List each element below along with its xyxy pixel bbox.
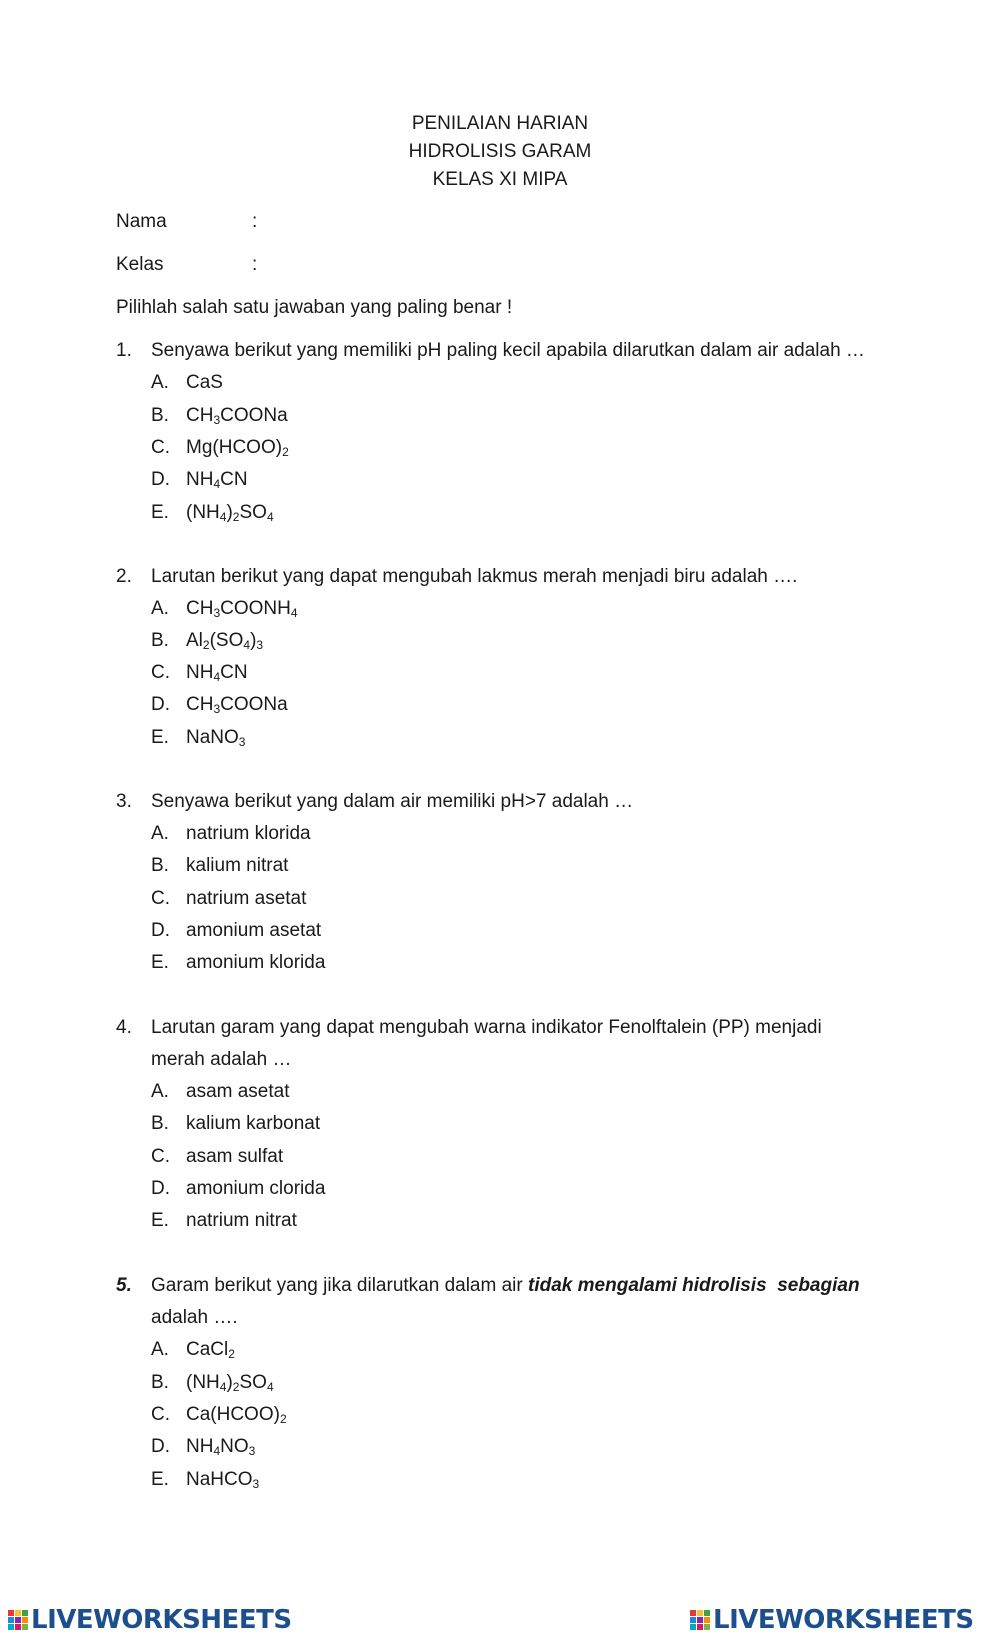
option-letter: B. <box>151 1113 169 1134</box>
formula-text: COONH <box>220 598 291 619</box>
formula-subscript: 2 <box>232 510 240 524</box>
formula-subscript: 3 <box>213 413 221 427</box>
option-text <box>186 1178 325 1200</box>
formula-text: ) <box>250 630 257 651</box>
name-colon: : <box>252 211 258 232</box>
option-letter: D. <box>151 694 170 715</box>
formula-subscript: 4 <box>213 1444 221 1458</box>
logo-mark-square <box>697 1624 703 1630</box>
logo-mark-square <box>22 1610 28 1616</box>
option-text <box>186 502 274 524</box>
question-text-continued: adalah …. <box>151 1307 238 1328</box>
option-letter: C. <box>151 437 170 458</box>
formula-subscript: 3 <box>256 638 264 652</box>
formula-subscript: 3 <box>213 702 221 716</box>
formula-text: natrium asetat <box>186 888 307 909</box>
option-text <box>186 1210 297 1232</box>
option-text <box>186 437 289 459</box>
formula-text: CN <box>220 469 248 490</box>
question-text-continued: merah adalah … <box>151 1049 292 1070</box>
instruction: Pilihlah salah satu jawaban yang paling benar ! <box>116 297 513 318</box>
option-text <box>186 1339 235 1361</box>
question-text: Senyawa berikut yang dalam air memiliki pH>7 adalah … <box>151 791 634 812</box>
option-letter: C. <box>151 662 170 683</box>
formula-text: NaNO <box>186 727 239 748</box>
logo-mark-square <box>690 1617 696 1623</box>
option-letter: C. <box>151 888 170 909</box>
formula-text: kalium karbonat <box>186 1113 321 1134</box>
option-letter: B. <box>151 855 169 876</box>
formula-subscript: 4 <box>219 510 227 524</box>
formula-subscript: 3 <box>213 606 221 620</box>
formula-text: (SO <box>209 630 244 651</box>
name-label: Nama <box>116 211 167 232</box>
logo-mark-square <box>704 1624 710 1630</box>
question-text: Senyawa berikut yang memiliki pH paling kecil apabila dilarutkan dalam air adalah … <box>151 340 865 361</box>
liveworksheets-logo-left <box>8 1605 292 1635</box>
formula-subscript: 3 <box>238 735 246 749</box>
formula-text: SO <box>239 1372 267 1393</box>
option-text <box>186 1081 290 1103</box>
logo-mark-square <box>8 1617 14 1623</box>
option-text <box>186 372 223 394</box>
formula-subscript: 3 <box>252 1477 260 1491</box>
title-line-1: PENILAIAN HARIAN <box>411 113 589 134</box>
option-text <box>186 1436 255 1458</box>
logo-text: LIVEWORKSHEETS <box>713 1605 974 1635</box>
formula-subscript: 2 <box>232 1380 240 1394</box>
logo-mark-square <box>15 1617 21 1623</box>
liveworksheets-mark-icon <box>690 1610 710 1630</box>
option-letter: A. <box>151 823 169 844</box>
option-text <box>186 920 321 942</box>
formula-subscript: 2 <box>202 638 210 652</box>
option-text <box>186 1372 274 1394</box>
formula-text: COONa <box>220 405 288 426</box>
option-letter: C. <box>151 1146 170 1167</box>
option-letter: D. <box>151 469 170 490</box>
formula-subscript: 4 <box>266 1380 274 1394</box>
option-letter: B. <box>151 1372 169 1393</box>
formula-subscript: 4 <box>213 670 221 684</box>
logo-mark-square <box>704 1617 710 1623</box>
formula-text: (NH <box>186 502 220 523</box>
option-text <box>186 1146 283 1168</box>
option-letter: C. <box>151 1404 170 1425</box>
option-letter: A. <box>151 372 169 393</box>
question-text: Larutan berikut yang dapat mengubah lakmus merah menjadi biru adalah …. <box>151 566 798 587</box>
formula-subscript: 2 <box>228 1347 235 1361</box>
formula-text: CH <box>186 405 214 426</box>
option-letter: D. <box>151 1178 170 1199</box>
title-line-2: HIDROLISIS GARAM <box>408 141 592 162</box>
logo-mark-square <box>22 1617 28 1623</box>
logo-mark-square <box>697 1610 703 1616</box>
option-text <box>186 1404 287 1426</box>
question-text-plain: Garam berikut yang jika dilarutkan dalam air <box>151 1275 529 1296</box>
logo-mark-square <box>690 1624 696 1630</box>
formula-text: Al <box>186 630 203 651</box>
formula-text: ) <box>226 502 233 523</box>
option-text <box>186 952 325 974</box>
formula-subscript: 4 <box>213 477 221 491</box>
logo-mark-square <box>22 1624 28 1630</box>
question-number: 5. <box>116 1275 132 1296</box>
class-colon: : <box>252 254 258 275</box>
formula-text: natrium nitrat <box>186 1210 297 1231</box>
question-number: 2. <box>116 566 132 587</box>
formula-subscript: 2 <box>282 445 289 459</box>
formula-text: amonium klorida <box>186 952 326 973</box>
question-number: 1. <box>116 340 132 361</box>
formula-subscript: 4 <box>290 606 298 620</box>
option-text <box>186 630 263 652</box>
formula-subscript: 3 <box>248 1444 256 1458</box>
option-text <box>186 855 288 877</box>
logo-mark-square <box>15 1624 21 1630</box>
formula-text: COONa <box>220 694 288 715</box>
formula-text: NaHCO <box>186 1469 253 1490</box>
liveworksheets-mark-icon <box>8 1610 28 1630</box>
logo-mark-square <box>697 1617 703 1623</box>
option-text <box>186 823 311 845</box>
logo-mark-square <box>15 1610 21 1616</box>
formula-text: (NH <box>186 1372 220 1393</box>
formula-text: kalium nitrat <box>186 855 289 876</box>
question-number: 4. <box>116 1017 132 1038</box>
formula-text: Mg(HCOO) <box>186 437 283 458</box>
formula-text: NO <box>220 1436 249 1457</box>
formula-text: SO <box>239 502 267 523</box>
liveworksheets-logo-right <box>690 1605 974 1635</box>
formula-text: asam sulfat <box>186 1146 284 1167</box>
question-text-emphasis: tidak mengalami hidrolisis sebagian <box>528 1275 860 1296</box>
formula-text: CH <box>186 598 214 619</box>
logo-mark-square <box>690 1610 696 1616</box>
formula-text: asam asetat <box>186 1081 290 1102</box>
formula-text: amonium asetat <box>186 920 322 941</box>
formula-text: amonium clorida <box>186 1178 326 1199</box>
formula-text: CH <box>186 694 214 715</box>
option-text <box>186 1469 259 1491</box>
formula-text: NH <box>186 469 214 490</box>
formula-text: Ca(HCOO) <box>186 1404 280 1425</box>
formula-text: NH <box>186 662 214 683</box>
title-line-3: KELAS XI MIPA <box>432 169 568 190</box>
option-text <box>186 888 306 910</box>
option-text <box>186 1113 320 1135</box>
option-letter: A. <box>151 1339 169 1360</box>
option-letter: A. <box>151 1081 169 1102</box>
logo-mark-square <box>704 1610 710 1616</box>
formula-subscript: 4 <box>243 638 251 652</box>
option-text <box>186 662 248 684</box>
question-text <box>151 1275 860 1297</box>
logo-mark-square <box>8 1610 14 1616</box>
option-letter: B. <box>151 405 169 426</box>
option-letter: B. <box>151 630 169 651</box>
option-text <box>186 727 245 749</box>
option-letter: A. <box>151 598 169 619</box>
formula-text: CN <box>220 662 248 683</box>
option-letter: D. <box>151 920 170 941</box>
option-letter: E. <box>151 502 169 523</box>
option-letter: E. <box>151 1469 169 1490</box>
option-letter: D. <box>151 1436 170 1457</box>
option-text <box>186 469 248 491</box>
option-text <box>186 405 288 427</box>
formula-text: natrium klorida <box>186 823 311 844</box>
option-letter: E. <box>151 952 169 973</box>
question-number: 3. <box>116 791 132 812</box>
class-label: Kelas <box>116 254 164 275</box>
formula-text: NH <box>186 1436 214 1457</box>
formula-subscript: 2 <box>279 1412 287 1426</box>
option-text <box>186 694 288 716</box>
formula-text: CaCl <box>186 1339 229 1360</box>
logo-mark-square <box>8 1624 14 1630</box>
option-letter: E. <box>151 1210 169 1231</box>
question-text: Larutan garam yang dapat mengubah warna indikator Fenolftalein (PP) menjadi <box>151 1017 822 1038</box>
formula-subscript: 4 <box>219 1380 227 1394</box>
option-letter: E. <box>151 727 169 748</box>
formula-text: ) <box>226 1372 233 1393</box>
formula-subscript: 4 <box>266 510 274 524</box>
logo-text: LIVEWORKSHEETS <box>31 1605 292 1635</box>
formula-text: CaS <box>186 372 223 393</box>
option-text <box>186 598 298 620</box>
